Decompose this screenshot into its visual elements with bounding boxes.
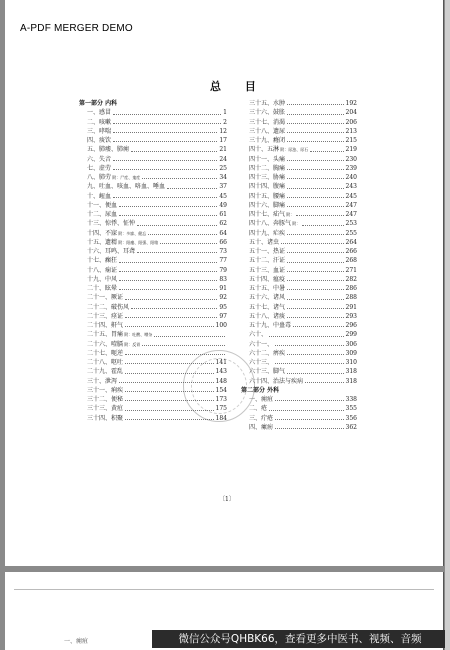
- toc-entry-label: 十二、尿血: [87, 211, 118, 218]
- leader-dots: [310, 145, 343, 151]
- toc-entry-subnote: 附：反胃: [123, 341, 141, 347]
- leader-dots: [293, 321, 344, 327]
- leader-dots: [287, 108, 344, 114]
- toc-entry: [79, 155, 227, 164]
- toc-entry-page: 338: [345, 396, 357, 403]
- toc-entry-label: 四十四、腹痛: [249, 183, 286, 191]
- toc-entry-label: 五十九、中蛊毒: [249, 322, 292, 329]
- toc-entry-page: 61: [219, 211, 227, 218]
- leader-dots: [302, 219, 343, 225]
- leader-dots: [113, 108, 221, 114]
- toc-entry: [79, 330, 227, 339]
- toc-entry: [241, 377, 357, 386]
- toc-entry-page: 64: [219, 229, 227, 237]
- toc-entry-page: 318: [345, 368, 357, 376]
- toc-entry-label: 二、疮: [249, 405, 268, 413]
- toc-entry-page: 299: [345, 331, 357, 339]
- toc-entry-label: 三十九、癃闭: [249, 137, 286, 144]
- toc-entry: [241, 247, 357, 256]
- leader-dots: [137, 219, 217, 225]
- leader-dots: [160, 238, 217, 244]
- toc-entry-label: 十六、耳鸣、耳聋: [87, 248, 136, 255]
- toc-entry: [79, 118, 227, 127]
- toc-entry: [79, 340, 227, 349]
- toc-entry-page: 25: [219, 164, 227, 172]
- toc-entry: [79, 266, 227, 275]
- leader-dots: [269, 330, 344, 336]
- toc-entry-subnote: 附：: [291, 221, 301, 227]
- toc-entry-label: 三十二、便秘: [87, 396, 124, 403]
- toc-entry: [79, 247, 227, 256]
- leader-dots: [287, 349, 344, 355]
- toc-entry-page: 247: [345, 201, 357, 209]
- leader-dots: [119, 284, 217, 290]
- leader-dots: [167, 182, 217, 188]
- toc-entry: [241, 182, 357, 191]
- toc-entry-label: 十五、遗精 附：阳痿、阳强、阳缩: [87, 238, 159, 246]
- next-page-text-stub: 一、痈疽: [64, 638, 89, 645]
- leader-dots: [275, 395, 344, 401]
- leader-dots: [131, 303, 217, 309]
- toc-entry-page: 79: [219, 266, 227, 274]
- toc-entry: [241, 414, 357, 423]
- toc-entry-page: 291: [345, 303, 357, 311]
- toc-entry-label: 五、肺痿、肺痈: [87, 146, 130, 154]
- toc-entry: [79, 145, 227, 154]
- leader-dots: [119, 256, 217, 262]
- toc-entry-label: 十九、中风: [87, 275, 118, 283]
- toc-entry: [79, 192, 227, 201]
- toc-entry-subnote: 附：阳痿、阳强、阳缩: [117, 239, 159, 245]
- toc-entry: [241, 210, 357, 219]
- toc-entry-page: 310: [345, 359, 357, 366]
- toc-entry-label: 五十、诸虫: [249, 238, 280, 246]
- leader-dots: [287, 256, 344, 262]
- leader-dots: [137, 247, 217, 253]
- toc-entry-subnote: 附：吐酸、嘈杂: [123, 332, 153, 338]
- toc-entry-page: 240: [345, 174, 357, 181]
- toc-entry-label: 二十四、鼾气: [87, 322, 124, 329]
- leader-dots: [119, 210, 217, 216]
- toc-entry: [79, 164, 227, 173]
- toc-entry: [79, 136, 227, 145]
- toc-entry: [241, 330, 357, 339]
- toc-entry-page: 219: [345, 146, 357, 154]
- toc-entry-label: 六、失音: [87, 155, 112, 163]
- leader-dots: [131, 145, 217, 151]
- toc-entry-page: 184: [215, 414, 227, 422]
- toc-entry: [79, 219, 227, 228]
- toc-entry-page: 204: [345, 109, 357, 117]
- toc-entry: [241, 118, 357, 127]
- toc-entry-page: 309: [345, 349, 357, 357]
- toc-entry-page: 356: [345, 414, 357, 422]
- toc-entry-page: 318: [345, 377, 357, 385]
- toc-entry: [79, 127, 227, 136]
- toc-entry-label: 二十八、呕吐: [87, 359, 124, 366]
- toc-entry-label: 十四、不寐 附：多寐、健忘: [87, 229, 147, 237]
- toc-entry: [241, 219, 357, 228]
- toc-entry-label: 二十五、胃痛 附：吐酸、嘈杂: [87, 331, 153, 339]
- toc-entry-page: 355: [345, 405, 357, 413]
- toc-entry: [241, 303, 357, 312]
- page-rule: [14, 589, 434, 590]
- toc-entry-page: 253: [345, 220, 357, 228]
- leader-dots: [119, 266, 217, 272]
- toc-entry: [79, 182, 227, 191]
- leader-dots: [119, 275, 217, 281]
- leader-dots: [154, 330, 225, 336]
- toc-entry-label: 八、肺劳 附：尸疰、鬼疰: [87, 174, 141, 181]
- toc-entry-page: 362: [345, 423, 357, 431]
- leader-dots: [113, 164, 217, 170]
- leader-dots: [287, 192, 344, 198]
- toc-entry-page: 148: [215, 377, 227, 385]
- toc-entry-label: 二十六、噎膈 附：反胃: [87, 340, 141, 348]
- toc-entry: [241, 256, 357, 265]
- toc-entry: [241, 201, 357, 210]
- toc-entry-label: 四十一、头痛: [249, 155, 286, 163]
- toc-entry-label: 四十五、腰痛: [249, 192, 286, 200]
- toc-entry-page: 97: [219, 312, 227, 320]
- toc-entry-page: 239: [345, 164, 357, 172]
- toc-entry-page: 21: [219, 146, 227, 154]
- toc-entry-page: 296: [345, 322, 357, 329]
- toc-entry-page: 264: [345, 238, 357, 246]
- toc-entry-page: 91: [219, 285, 227, 292]
- toc-entry-page: 245: [345, 192, 357, 200]
- toc-entry-label: 四十六、脚痛: [249, 201, 286, 209]
- leader-dots: [125, 312, 217, 318]
- toc-entry-label: 二十一、厥证: [87, 294, 124, 302]
- toc-entry-page: 34: [219, 174, 227, 181]
- toc-entry-label: 二十三、痉证: [87, 312, 124, 320]
- toc-entry-subnote: 附：多寐、健忘: [117, 230, 147, 236]
- toc-entry-label: 四十、五淋 附：尿浊、尿石: [249, 146, 309, 154]
- leader-dots: [275, 340, 344, 346]
- toc-entry-page: 173: [215, 396, 227, 403]
- toc-entry: [79, 256, 227, 265]
- toc-entry-label: 十一、便血: [87, 201, 118, 209]
- toc-entry-page: 266: [345, 248, 357, 255]
- toc-entry: [241, 192, 357, 201]
- toc-entry-label: 六十一、: [249, 340, 274, 348]
- leader-dots: [287, 293, 344, 299]
- toc-entry-page: 1: [223, 109, 227, 117]
- toc-entry-label: 三十三、黄疸: [87, 405, 124, 413]
- page-title: 总 目: [210, 80, 266, 93]
- leader-dots: [287, 99, 344, 105]
- toc-entry-subnote: 附：尸疰、鬼疰: [111, 175, 141, 180]
- toc-entry-label: 五十四、瘟疫: [249, 275, 286, 283]
- toc-entry-page: 62: [219, 220, 227, 228]
- toc-entry-label: 六十三、: [249, 359, 274, 366]
- toc-entry-label: 二十七、呃逆: [87, 349, 124, 357]
- leader-dots: [287, 275, 344, 281]
- toc-entry-label: 四十二、胸痛: [249, 164, 286, 172]
- toc-entry-label: 九、吐血、咳血、咯血、唾血: [87, 183, 166, 191]
- toc-entry-label: 三十七、消渴: [249, 118, 286, 126]
- toc-entry-label: 三十、泄泻: [87, 377, 118, 385]
- leader-dots: [269, 404, 344, 410]
- toc-entry: [79, 321, 227, 330]
- toc-entry-subnote: 附：: [285, 212, 295, 217]
- toc-entry-label: 四十九、疟疾: [249, 229, 286, 237]
- toc-entry-page: 45: [219, 192, 227, 200]
- toc-entry: [241, 99, 357, 108]
- toc-entry-label: 四、痰饮: [87, 137, 112, 144]
- leader-dots: [125, 321, 214, 327]
- toc-entry-label: 三、哮喘: [87, 127, 112, 135]
- toc-entry: [241, 127, 357, 136]
- toc-entry-label: 二十九、霍乱: [87, 368, 124, 376]
- toc-entry: [241, 164, 357, 173]
- toc-entry-label: 十、衄血: [87, 192, 112, 200]
- toc-entry: [79, 275, 227, 284]
- toc-entry: [241, 136, 357, 145]
- toc-entry: [241, 367, 357, 376]
- leader-dots: [113, 118, 221, 124]
- leader-dots: [287, 367, 344, 373]
- toc-entry-page: 288: [345, 294, 357, 302]
- toc-entry: [241, 173, 357, 182]
- toc-entry-page: 282: [345, 275, 357, 283]
- toc-entry: [241, 293, 357, 302]
- toc-entry: [241, 284, 357, 293]
- toc-entry: [79, 284, 227, 293]
- leader-dots: [113, 192, 217, 198]
- toc-entry-page: 175: [215, 405, 227, 413]
- toc-entry-label: 六十、: [249, 331, 268, 339]
- toc-entry-label: 二、咳嗽: [87, 118, 112, 126]
- toc-entry-page: 95: [219, 303, 227, 311]
- toc-entry: [79, 201, 227, 210]
- toc-entry: [79, 303, 227, 312]
- pdf-watermark-label: A-PDF MERGER DEMO: [20, 23, 133, 34]
- leader-dots: [275, 358, 344, 364]
- toc-entry-subnote: 附：尿浊、尿石: [279, 147, 309, 153]
- toc-entry-page: 73: [219, 248, 227, 255]
- leader-dots: [287, 182, 344, 188]
- leader-dots: [287, 312, 344, 318]
- toc-entry: [241, 312, 357, 321]
- section-heading-internal: 第一部分 内科: [79, 100, 118, 107]
- toc-entry-page: 206: [345, 118, 357, 126]
- leader-dots: [287, 118, 344, 124]
- leader-dots: [142, 173, 217, 179]
- leader-dots: [287, 201, 344, 207]
- leader-dots: [287, 127, 344, 133]
- toc-entry: [79, 238, 227, 247]
- toc-entry: [241, 266, 357, 275]
- toc-entry-page: 215: [345, 137, 357, 144]
- toc-entry-page: 255: [345, 229, 357, 237]
- leader-dots: [287, 284, 344, 290]
- library-stamp-inner: [191, 358, 247, 414]
- toc-entry-page: 100: [215, 322, 227, 329]
- toc-entry-label: 五十八、诸痰: [249, 312, 286, 320]
- leader-dots: [125, 293, 217, 299]
- toc-entry-label: 三十六、鼓胀: [249, 109, 286, 117]
- toc-entry: [241, 395, 357, 404]
- toc-entry-label: 二十二、破伤风: [87, 303, 130, 311]
- toc-entry-label: 三十一、痢疾: [87, 386, 124, 394]
- toc-entry-page: 268: [345, 257, 357, 265]
- toc-entry-label: 十八、痫证: [87, 266, 118, 274]
- toc-entry: [79, 108, 227, 117]
- toc-entry-label: 三十四、积聚: [87, 414, 124, 422]
- toc-entry: [241, 423, 357, 432]
- leader-dots: [287, 266, 344, 272]
- toc-right-column: [241, 99, 357, 432]
- toc-entry-label: 三、疔疮: [249, 414, 274, 422]
- leader-dots: [287, 155, 344, 161]
- section-heading-surgery: 第二部分 外科: [241, 386, 280, 394]
- toc-entry-page: 243: [345, 183, 357, 191]
- toc-entry-page: 83: [219, 275, 227, 283]
- toc-entry-label: 一、感冒: [87, 109, 112, 117]
- toc-entry: [79, 229, 227, 238]
- leader-dots: [142, 340, 225, 346]
- toc-entry-page: 141: [215, 359, 227, 366]
- toc-entry-page: 154: [215, 386, 227, 394]
- leader-dots: [119, 201, 217, 207]
- toc-entry-page: 77: [219, 257, 227, 265]
- toc-entry: [241, 349, 357, 358]
- toc-entry-page: 271: [345, 266, 357, 274]
- leader-dots: [287, 303, 344, 309]
- toc-entry-label: 二十、眩晕: [87, 285, 118, 292]
- toc-entry-page: 247: [345, 211, 357, 218]
- toc-entry-page: 213: [345, 127, 357, 135]
- leader-dots: [287, 164, 344, 170]
- toc-entry-page: 66: [219, 238, 227, 246]
- pdf-page: [5, 0, 444, 566]
- scrollbar[interactable]: [445, 0, 450, 650]
- page-number: 〔1〕: [219, 496, 235, 503]
- toc-entry-label: 六十二、痹疾: [249, 349, 286, 357]
- toc-entry: [241, 155, 357, 164]
- toc-entry-page: 306: [345, 340, 357, 348]
- toc-entry-label: 五十三、血证: [249, 266, 286, 274]
- leader-dots: [287, 247, 344, 253]
- toc-entry-page: 192: [345, 100, 357, 107]
- toc-entry-label: 六十四、治法与疾病: [249, 377, 304, 385]
- toc-entry-page: 293: [345, 312, 357, 320]
- toc-entry-label: 五十五、中暑: [249, 285, 286, 292]
- toc-entry: [241, 321, 357, 330]
- toc-entry-label: 十三、惊悸、怔忡: [87, 220, 136, 228]
- leader-dots: [113, 127, 217, 133]
- toc-entry-label: 四、瘰疬: [249, 423, 274, 431]
- leader-dots: [287, 173, 344, 179]
- leader-dots: [113, 136, 217, 142]
- toc-entry: [241, 229, 357, 238]
- toc-entry-label: 五十七、诸气: [249, 303, 286, 311]
- toc-entry: [79, 293, 227, 302]
- toc-entry-label: 四十八、奔豚气 附：: [249, 220, 301, 228]
- toc-entry-label: 四十七、疝气 附：: [249, 211, 295, 218]
- leader-dots: [287, 136, 344, 142]
- toc-entry: [241, 275, 357, 284]
- leader-dots: [113, 155, 217, 161]
- toc-entry-page: 286: [345, 285, 357, 292]
- toc-entry-page: 92: [219, 294, 227, 302]
- toc-entry-page: 12: [219, 127, 227, 135]
- leader-dots: [275, 414, 344, 420]
- toc-entry-page: 2: [223, 118, 227, 126]
- toc-entry-label: 六十三、脚气: [249, 368, 286, 376]
- toc-entry-page: 230: [345, 155, 357, 163]
- toc-entry: [79, 312, 227, 321]
- toc-entry-label: 五十六、诸风: [249, 294, 286, 302]
- toc-entry-label: 一、痈疽: [249, 396, 274, 403]
- toc-entry-label: 五十二、汗证: [249, 257, 286, 265]
- leader-dots: [287, 229, 344, 235]
- toc-entry-page: 37: [219, 183, 227, 191]
- toc-entry: [241, 238, 357, 247]
- toc-entry: [79, 173, 227, 182]
- toc-entry-label: 四十三、胁痛: [249, 174, 286, 181]
- toc-entry: [79, 210, 227, 219]
- toc-entry-label: 三十五、水肿: [249, 100, 286, 107]
- toc-entry-page: 143: [215, 368, 227, 376]
- toc-entry: [241, 358, 357, 367]
- toc-entry-label: 十七、癫狂: [87, 257, 118, 265]
- wechat-banner: 微信公众号QHBK66，查看更多中医书、视频、音频: [152, 630, 448, 648]
- leader-dots: [281, 238, 344, 244]
- toc-entry-page: 17: [219, 137, 227, 144]
- toc-entry-label: 七、虚劳: [87, 164, 112, 172]
- toc-entry: [241, 404, 357, 413]
- leader-dots: [275, 423, 344, 429]
- leader-dots: [305, 377, 344, 383]
- toc-entry-page: 49: [219, 201, 227, 209]
- toc-entry: [241, 145, 357, 154]
- leader-dots: [148, 229, 217, 235]
- toc-entry-label: 五十一、热证: [249, 248, 286, 255]
- toc-entry-label: 三十八、遗尿: [249, 127, 286, 135]
- toc-entry: [241, 340, 357, 349]
- leader-dots: [296, 210, 343, 216]
- toc-entry-page: 24: [219, 155, 227, 163]
- toc-entry: [241, 108, 357, 117]
